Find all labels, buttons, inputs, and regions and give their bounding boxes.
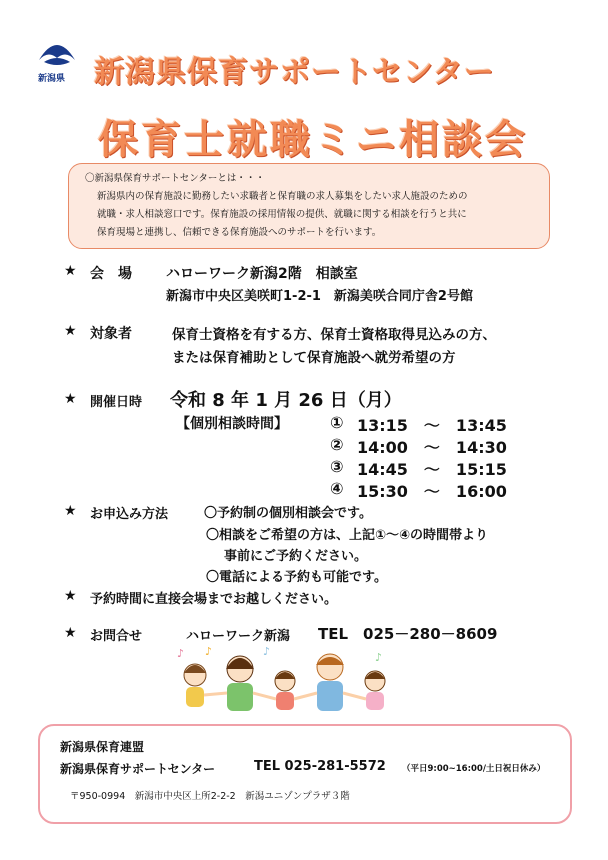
star-icon: ★ xyxy=(64,323,77,339)
svg-text:♪: ♪ xyxy=(177,647,185,660)
svg-text:♪: ♪ xyxy=(375,651,383,664)
logo-label: 新潟県 xyxy=(38,74,66,84)
about-line: 新潟県内の保育施設に勤務したい求職者と保育職の求人募集をしたい求人施設のための xyxy=(97,191,468,202)
apply-line: 〇相談をご希望の方は、上記①～④の時間帯より xyxy=(206,528,489,543)
venue-label: 会 場 xyxy=(90,266,132,282)
inquiry-label: お問合せ xyxy=(90,629,143,644)
star-icon: ★ xyxy=(64,588,77,604)
contact-box xyxy=(38,724,572,824)
venue-address: 新潟市中央区美咲町1-2-1 新潟美咲合同庁舎2号館 xyxy=(166,289,473,304)
slot-number: ④ xyxy=(330,479,344,498)
slot-number: ③ xyxy=(330,457,344,476)
org-name: 新潟県保育連盟 xyxy=(60,740,145,754)
direct-note: 予約時間に直接会場までお越しください。 xyxy=(90,592,338,607)
main-title: 新潟県保育サポートセンター xyxy=(94,55,495,90)
apply-line: 事前にご予約ください。 xyxy=(224,549,368,564)
center-tel: TEL 025-281-5572 xyxy=(254,759,386,774)
slot-number: ① xyxy=(330,413,344,432)
center-name: 新潟県保育サポートセンター xyxy=(60,762,216,776)
center-address: 〒950-0994 新潟市中央区上所2-2-2 新潟ユニゾンプラザ３階 xyxy=(70,791,350,802)
apply-line: 〇電話による予約も可能です。 xyxy=(206,570,387,585)
sub-title: 保育士就職ミニ相談会 xyxy=(98,117,528,163)
target-line-2: または保育補助として保育施設へ就労希望の方 xyxy=(172,350,456,366)
about-line: 保育現場と連携し、信頼できる保育施設へのサポートを行います。 xyxy=(97,227,382,238)
star-icon: ★ xyxy=(64,263,77,279)
date-value: 令和 8 年 1 月 26 日（月） xyxy=(170,390,402,411)
about-line: 就職・求人相談窓口です。保育施設の採用情報の提供、就職に関する相談を行うと共に xyxy=(97,209,467,220)
inquiry-name: ハローワーク新潟 xyxy=(186,629,291,644)
star-icon: ★ xyxy=(64,503,77,519)
inquiry-tel: TEL 025－280－8609 xyxy=(318,625,498,643)
slot-time: 15:30 ～ 16:00 xyxy=(357,482,507,501)
star-icon: ★ xyxy=(64,391,77,407)
niigata-emblem-icon xyxy=(36,36,78,72)
slots-label: 【個別相談時間】 xyxy=(176,416,288,432)
slot-time: 14:00 ～ 14:30 xyxy=(357,438,507,457)
star-icon: ★ xyxy=(64,625,77,641)
target-line-1: 保育士資格を有する方、保育士資格取得見込みの方、 xyxy=(172,327,496,343)
venue-name: ハローワーク新潟2階 相談室 xyxy=(166,266,358,282)
children-illustration xyxy=(175,643,405,715)
about-heading: 〇新潟県保育サポートセンターとは・・・ xyxy=(85,173,265,184)
apply-label: お申込み方法 xyxy=(90,507,169,522)
slot-number: ② xyxy=(330,435,344,454)
svg-text:♪: ♪ xyxy=(205,645,213,658)
office-hours: （平日9:00~16:00/土日祝日休み） xyxy=(402,764,546,774)
slot-time: 14:45 ～ 15:15 xyxy=(357,460,507,479)
apply-line: 〇予約制の個別相談会です。 xyxy=(204,506,372,521)
svg-text:♪: ♪ xyxy=(263,645,271,658)
about-box xyxy=(68,163,550,249)
children-holding-hands-icon xyxy=(175,643,405,715)
target-label: 対象者 xyxy=(90,326,132,342)
slot-time: 13:15 ～ 13:45 xyxy=(357,416,507,435)
date-label: 開催日時 xyxy=(90,395,143,410)
